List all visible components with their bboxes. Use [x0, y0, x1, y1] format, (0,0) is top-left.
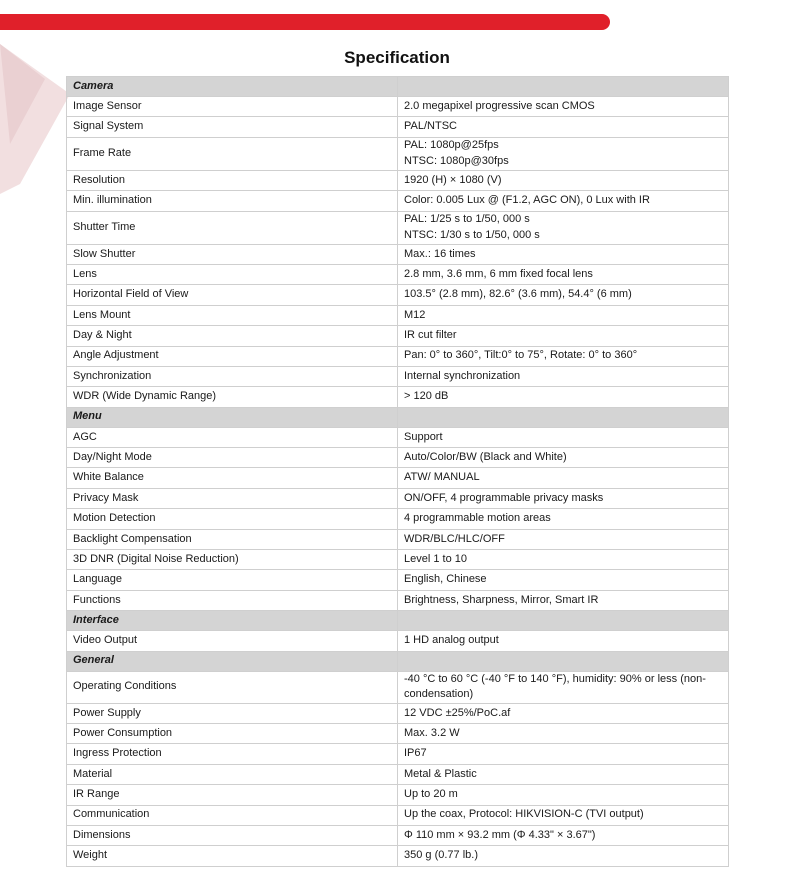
spec-value-line: 1920 (H) × 1080 (V)	[404, 173, 502, 186]
spec-value-line: 350 g (0.77 lb.)	[404, 849, 478, 862]
spec-label: Backlight Compensation	[67, 529, 398, 549]
specification-table	[66, 76, 729, 867]
spec-value-line: Up the coax, Protocol: HIKVISION-C (TVI output)	[404, 808, 644, 821]
spec-label: Day/Night Mode	[67, 448, 398, 468]
spec-value-line: Level 1 to 10	[404, 552, 467, 565]
spec-value	[398, 723, 729, 743]
spec-value-line: Max. 3.2 W	[404, 726, 460, 739]
table-row	[67, 468, 729, 488]
spec-label: White Balance	[67, 468, 398, 488]
spec-value-line: NTSC: 1080p@30fps	[404, 154, 509, 167]
spec-value-line: Support	[404, 430, 443, 443]
spec-value-line: NTSC: 1/30 s to 1/50, 000 s	[404, 228, 540, 241]
spec-value-line: Brightness, Sharpness, Mirror, Smart IR	[404, 593, 599, 606]
spec-value-line: Internal synchronization	[404, 369, 521, 382]
section-header-row	[67, 77, 729, 97]
spec-value	[398, 785, 729, 805]
spec-label: Day & Night	[67, 326, 398, 346]
spec-value	[398, 346, 729, 366]
spec-value-line: -40 °C to 60 °C (-40 °F to 140 °F), humidity: 90% or less (non-condensation)	[404, 672, 706, 701]
spec-value-line: 12 VDC ±25%/PoC.af	[404, 706, 511, 719]
spec-value-line: 4 programmable motion areas	[404, 512, 551, 525]
table-row	[67, 366, 729, 386]
table-row	[67, 671, 729, 703]
spec-value	[398, 631, 729, 651]
table-row	[67, 448, 729, 468]
spec-value-line: 103.5° (2.8 mm), 82.6° (3.6 mm), 54.4° (6 mm)	[404, 288, 632, 301]
spec-label: Functions	[67, 590, 398, 610]
spec-value	[398, 191, 729, 211]
table-row	[67, 211, 729, 244]
spec-label: Material	[67, 764, 398, 784]
table-row	[67, 97, 729, 117]
spec-label: Power Consumption	[67, 723, 398, 743]
spec-value-line: Color: 0.005 Lux @ (F1.2, AGC ON), 0 Lux with IR	[404, 194, 650, 207]
table-row	[67, 805, 729, 825]
spec-label: Signal System	[67, 117, 398, 137]
table-row	[67, 631, 729, 651]
spec-label: Ingress Protection	[67, 744, 398, 764]
table-row	[67, 703, 729, 723]
section-title: Menu	[67, 407, 398, 427]
spec-value-line: IR cut filter	[404, 329, 457, 342]
table-row	[67, 326, 729, 346]
spec-label: Language	[67, 570, 398, 590]
spec-label: Angle Adjustment	[67, 346, 398, 366]
spec-label: Privacy Mask	[67, 488, 398, 508]
spec-value	[398, 285, 729, 305]
spec-value	[398, 244, 729, 264]
section-header-blank	[398, 611, 729, 631]
table-row	[67, 846, 729, 866]
table-row	[67, 764, 729, 784]
table-row	[67, 509, 729, 529]
spec-value	[398, 366, 729, 386]
spec-value	[398, 846, 729, 866]
spec-value-line: > 120 dB	[404, 390, 449, 403]
spec-value	[398, 509, 729, 529]
spec-label: Frame Rate	[67, 137, 398, 170]
spec-label: Slow Shutter	[67, 244, 398, 264]
spec-label: Lens Mount	[67, 305, 398, 325]
spec-value-line: ON/OFF, 4 programmable privacy masks	[404, 491, 604, 504]
spec-value-line: M12	[404, 308, 426, 321]
spec-value-line: ATW/ MANUAL	[404, 471, 480, 484]
spec-label: Shutter Time	[67, 211, 398, 244]
table-row	[67, 785, 729, 805]
spec-label: Operating Conditions	[67, 671, 398, 703]
spec-label: AGC	[67, 427, 398, 447]
spec-value	[398, 805, 729, 825]
section-header-row	[67, 407, 729, 427]
spec-value	[398, 764, 729, 784]
spec-value	[398, 117, 729, 137]
section-title: Interface	[67, 611, 398, 631]
table-row	[67, 529, 729, 549]
spec-label: Min. illumination	[67, 191, 398, 211]
section-header-row	[67, 651, 729, 671]
table-row	[67, 244, 729, 264]
spec-value-line: IP67	[404, 747, 427, 760]
spec-value-line: PAL: 1080p@25fps	[404, 139, 499, 152]
spec-value	[398, 825, 729, 845]
spec-value-line: Φ 110 mm × 93.2 mm (Φ 4.33" × 3.67")	[404, 828, 596, 841]
spec-value	[398, 550, 729, 570]
spec-value	[398, 211, 729, 244]
section-header-row	[67, 611, 729, 631]
spec-value-line: 2.8 mm, 3.6 mm, 6 mm fixed focal lens	[404, 267, 593, 280]
spec-value-line: Auto/Color/BW (Black and White)	[404, 451, 567, 464]
spec-value	[398, 427, 729, 447]
table-row	[67, 590, 729, 610]
spec-value	[398, 326, 729, 346]
spec-label: 3D DNR (Digital Noise Reduction)	[67, 550, 398, 570]
table-row	[67, 744, 729, 764]
spec-value	[398, 468, 729, 488]
spec-value	[398, 387, 729, 407]
section-header-blank	[398, 407, 729, 427]
spec-value	[398, 590, 729, 610]
table-row	[67, 191, 729, 211]
section-title: Camera	[67, 77, 398, 97]
spec-label: Power Supply	[67, 703, 398, 723]
spec-value	[398, 744, 729, 764]
spec-label: Resolution	[67, 170, 398, 190]
spec-label: IR Range	[67, 785, 398, 805]
spec-value-line: Max.: 16 times	[404, 247, 476, 260]
spec-label: Lens	[67, 264, 398, 284]
table-row	[67, 305, 729, 325]
spec-label: Video Output	[67, 631, 398, 651]
spec-value	[398, 671, 729, 703]
section-header-blank	[398, 651, 729, 671]
spec-label: Horizontal Field of View	[67, 285, 398, 305]
spec-value	[398, 137, 729, 170]
spec-label: Dimensions	[67, 825, 398, 845]
table-row	[67, 825, 729, 845]
spec-value	[398, 529, 729, 549]
spec-value-line: Up to 20 m	[404, 788, 458, 801]
table-row	[67, 117, 729, 137]
spec-value	[398, 570, 729, 590]
table-row	[67, 723, 729, 743]
spec-value-line: WDR/BLC/HLC/OFF	[404, 532, 505, 545]
spec-value	[398, 97, 729, 117]
spec-value	[398, 488, 729, 508]
spec-value	[398, 448, 729, 468]
spec-value-line: 1 HD analog output	[404, 634, 499, 647]
table-row	[67, 427, 729, 447]
spec-value	[398, 170, 729, 190]
spec-value-line: PAL: 1/25 s to 1/50, 000 s	[404, 213, 530, 226]
table-row	[67, 170, 729, 190]
spec-value	[398, 305, 729, 325]
spec-value-line: English, Chinese	[404, 573, 487, 586]
table-row	[67, 550, 729, 570]
table-row	[67, 137, 729, 170]
spec-label: Weight	[67, 846, 398, 866]
spec-value	[398, 264, 729, 284]
table-row	[67, 346, 729, 366]
header-accent-bar	[0, 14, 610, 30]
spec-label: Motion Detection	[67, 509, 398, 529]
spec-label: Synchronization	[67, 366, 398, 386]
spec-label: WDR (Wide Dynamic Range)	[67, 387, 398, 407]
spec-label: Image Sensor	[67, 97, 398, 117]
spec-label: Communication	[67, 805, 398, 825]
spec-value-line: PAL/NTSC	[404, 120, 457, 133]
spec-value	[398, 703, 729, 723]
spec-value-line: Pan: 0° to 360°, Tilt:0° to 75°, Rotate: 0° to 360°	[404, 349, 638, 362]
section-header-blank	[398, 77, 729, 97]
table-row	[67, 570, 729, 590]
table-row	[67, 387, 729, 407]
spec-value-line: Metal & Plastic	[404, 767, 477, 780]
table-row	[67, 264, 729, 284]
section-title: General	[67, 651, 398, 671]
spec-value-line: 2.0 megapixel progressive scan CMOS	[404, 99, 595, 112]
table-row	[67, 488, 729, 508]
page-title: Specification	[344, 48, 450, 67]
table-row	[67, 285, 729, 305]
